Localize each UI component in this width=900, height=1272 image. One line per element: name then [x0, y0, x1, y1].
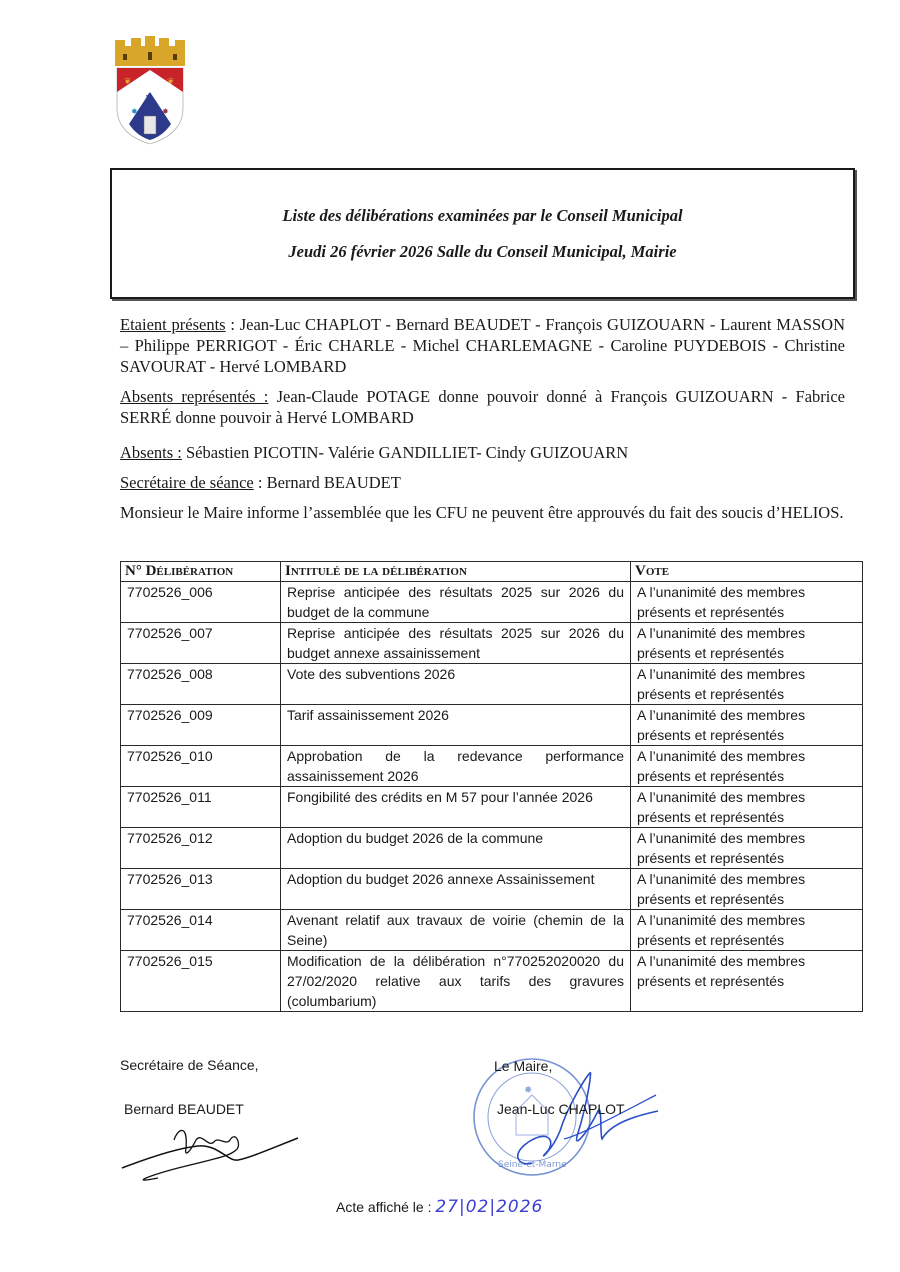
- deliberation-vote: A l’unanimité des membres présents et représentés: [631, 582, 863, 623]
- deliberation-number: 7702526_009: [121, 705, 281, 746]
- table-header-row: [121, 562, 863, 582]
- document-title: Liste des délibérations examinées par le Conseil Municipal: [282, 206, 683, 225]
- deliberation-title: Tarif assainissement 2026: [281, 705, 631, 746]
- secretary-signature-name: Bernard BEAUDET: [124, 1101, 244, 1117]
- table-row: [121, 705, 863, 746]
- deliberation-title: Reprise anticipée des résultats 2025 sur 2026 du budget de la commune: [281, 582, 631, 623]
- secretary-name: : Bernard BEAUDET: [253, 473, 401, 492]
- deliberation-title: Fongibilité des crédits en M 57 pour l’année 2026: [281, 787, 631, 828]
- deliberations-table: [120, 561, 863, 1012]
- document-title-box: [110, 168, 855, 299]
- posting-info: [336, 1197, 543, 1217]
- municipal-coat-of-arms-icon: [111, 36, 189, 146]
- table-row: [121, 746, 863, 787]
- table-row: [121, 951, 863, 1012]
- represented-members: [120, 386, 845, 428]
- deliberation-vote: A l’unanimité des membres présents et représentés: [631, 869, 863, 910]
- deliberation-number: 7702526_010: [121, 746, 281, 787]
- deliberation-vote: A l’unanimité des membres présents et représentés: [631, 705, 863, 746]
- absent-list: Sébastien PICOTIN- Valérie GANDILLIET- Cindy GUIZOUARN: [181, 443, 629, 462]
- table-row: [121, 623, 863, 664]
- secretary-signature-label: Secrétaire de Séance,: [120, 1057, 259, 1073]
- table-row: [121, 869, 863, 910]
- posting-date: 27|02|2026: [435, 1197, 544, 1217]
- mayor-signature-icon: [518, 1073, 658, 1164]
- header-title: Intitulé de la délibération: [281, 562, 631, 582]
- represented-list: Jean-Claude POTAGE donne pouvoir donné à François GUIZOUARN - Fabrice SERRÉ donne pouvoir à Hervé LOMBARD: [120, 387, 845, 427]
- represented-label: Absents représentés :: [120, 387, 269, 406]
- absent-label: Absents :: [120, 443, 182, 462]
- deliberation-number: 7702526_012: [121, 828, 281, 869]
- deliberation-number: 7702526_014: [121, 910, 281, 951]
- deliberation-number: 7702526_008: [121, 664, 281, 705]
- present-list: : Jean-Luc CHAPLOT - Bernard BEAUDET - François GUIZOUARN - Laurent MASSON – Philippe PERRIGOT - Éric CHARLE - Michel CHARLEMAGNE - Caroline PUYDEBOIS - Christine SAVOURAT - Hervé LOMBARD: [120, 315, 845, 376]
- table-row: [121, 828, 863, 869]
- deliberation-vote: A l’unanimité des membres présents et représentés: [631, 623, 863, 664]
- deliberation-vote: A l’unanimité des membres présents et représentés: [631, 746, 863, 787]
- deliberation-number: 7702526_007: [121, 623, 281, 664]
- session-secretary: [120, 472, 845, 493]
- deliberation-vote: A l’unanimité des membres présents et représentés: [631, 828, 863, 869]
- svg-text:✡: ✡: [145, 93, 153, 103]
- deliberation-title: Vote des subventions 2026: [281, 664, 631, 705]
- table-row: [121, 787, 863, 828]
- header-number: N° Délibération: [121, 562, 281, 582]
- deliberation-title: Reprise anticipée des résultats 2025 sur 2026 du budget annexe assainissement: [281, 623, 631, 664]
- deliberation-title: Avenant relatif aux travaux de voirie (chemin de la Seine): [281, 910, 631, 951]
- table-row: [121, 664, 863, 705]
- svg-text:✸: ✸: [131, 107, 138, 116]
- crown-icon: [115, 36, 185, 66]
- deliberation-title: Adoption du budget 2026 annexe Assainissement: [281, 869, 631, 910]
- deliberation-vote: A l’unanimité des membres présents et représentés: [631, 951, 863, 1012]
- absent-members: [120, 442, 845, 463]
- svg-text:❦: ❦: [124, 77, 132, 87]
- secretary-signature-icon: [118, 1118, 308, 1188]
- deliberation-number: 7702526_011: [121, 787, 281, 828]
- meeting-date-location: Jeudi 26 février 2026 Salle du Conseil Municipal, Mairie: [288, 242, 677, 261]
- present-label: Etaient présents: [120, 315, 226, 334]
- mayor-official-stamp-icon: [460, 1055, 660, 1180]
- svg-text:✸: ✸: [524, 1085, 533, 1096]
- mayor-signature-name: Jean-Luc CHAPLOT: [497, 1101, 625, 1117]
- deliberation-number: 7702526_006: [121, 582, 281, 623]
- deliberation-vote: A l’unanimité des membres présents et représentés: [631, 787, 863, 828]
- secretary-label: Secrétaire de séance: [120, 473, 254, 492]
- present-members: [120, 314, 845, 377]
- stamp-text: Seine-et-Marne: [498, 1160, 567, 1170]
- deliberation-title: Adoption du budget 2026 de la commune: [281, 828, 631, 869]
- svg-text:✸: ✸: [162, 107, 169, 116]
- table-row: [121, 582, 863, 623]
- deliberation-number: 7702526_013: [121, 869, 281, 910]
- mayor-signature-label: Le Maire,: [494, 1058, 553, 1074]
- table-row: [121, 910, 863, 951]
- header-vote: Vote: [631, 562, 863, 582]
- deliberation-title: Modification de la délibération n°770252020020 du 27/02/2020 relative aux tarifs des gravures (columbarium): [281, 951, 631, 1012]
- deliberation-vote: A l’unanimité des membres présents et représentés: [631, 664, 863, 705]
- posting-label: Acte affiché le :: [336, 1199, 432, 1215]
- mayor-notice: Monsieur le Maire informe l’assemblée que les CFU ne peuvent être approuvés du fait des soucis d’HELIOS.: [120, 503, 844, 522]
- svg-text:❦: ❦: [167, 77, 175, 87]
- deliberation-title: Approbation de la redevance performance assainissement 2026: [281, 746, 631, 787]
- deliberation-vote: A l’unanimité des membres présents et représentés: [631, 910, 863, 951]
- deliberation-number: 7702526_015: [121, 951, 281, 1012]
